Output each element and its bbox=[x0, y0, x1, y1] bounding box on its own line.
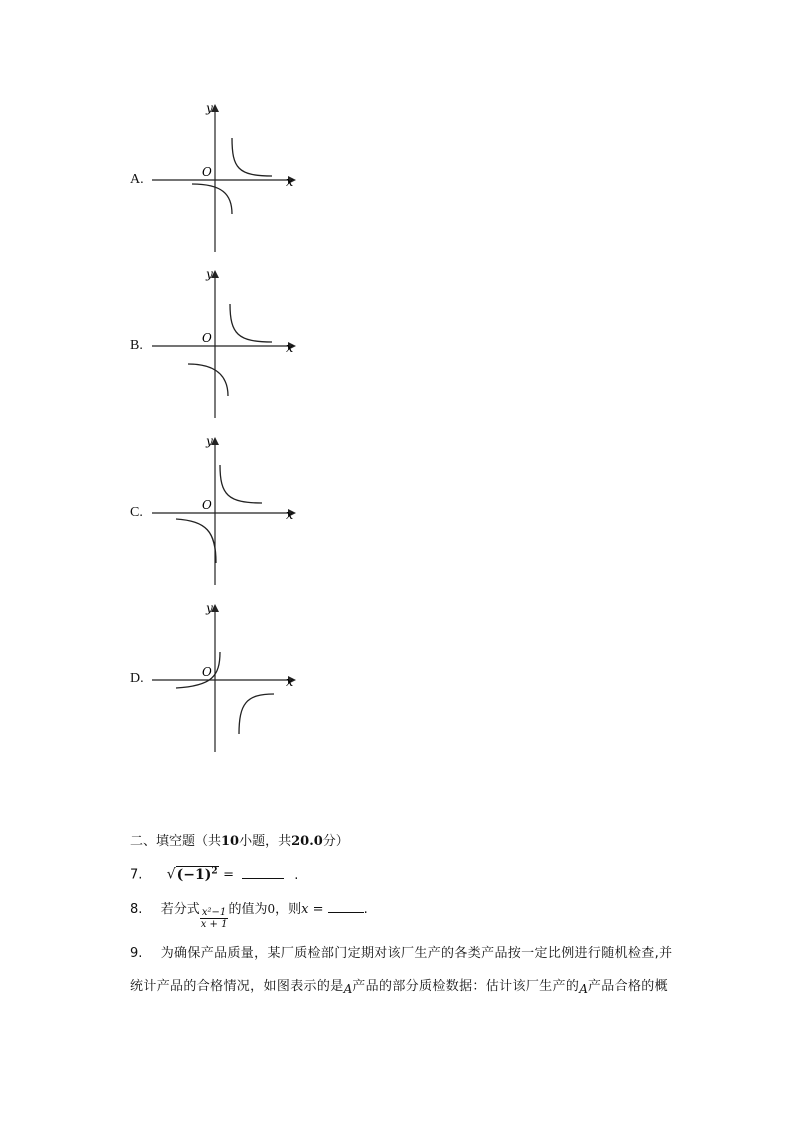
q8-text1: 若分式 bbox=[160, 902, 200, 917]
x-label: x bbox=[286, 508, 294, 523]
q9-line2c: 产品合格的概 bbox=[587, 979, 669, 994]
y-label: y bbox=[206, 267, 213, 281]
question-9-line-2 bbox=[130, 975, 668, 994]
question-8 bbox=[130, 898, 368, 930]
branch-upper-right bbox=[220, 465, 262, 503]
y-label: y bbox=[206, 434, 213, 448]
origin-label: O bbox=[202, 665, 212, 679]
origin-label: O bbox=[202, 165, 212, 179]
x-label: x bbox=[286, 341, 294, 356]
q8-number: 8. bbox=[130, 902, 143, 917]
branch-lower-right bbox=[239, 694, 274, 734]
option-a-graph bbox=[140, 96, 310, 256]
option-c-svg bbox=[140, 429, 310, 589]
option-d-svg bbox=[140, 596, 310, 756]
branch-upper-left bbox=[176, 652, 220, 688]
q7-exponent: 2 bbox=[211, 866, 218, 876]
q7-equals: = bbox=[223, 867, 234, 883]
option-b-label: B. bbox=[130, 338, 143, 353]
q9-line2a: 统计产品的合格情况，如图表示的是 bbox=[130, 979, 344, 994]
q8-var: x bbox=[301, 902, 309, 917]
q9-line2b: 产品的部分质检数据：估计该厂生产的 bbox=[352, 979, 580, 994]
branch-upper-right bbox=[230, 304, 272, 342]
option-a-svg bbox=[140, 96, 310, 256]
section-suffix: 分） bbox=[322, 834, 349, 849]
q9-product-a-1: A bbox=[343, 982, 353, 996]
section-prefix: 二、填空题（共 bbox=[130, 834, 222, 849]
q7-end: . bbox=[294, 867, 299, 883]
q8-denominator: x + 1 bbox=[200, 919, 228, 930]
section-title bbox=[130, 830, 349, 849]
option-b-svg bbox=[140, 262, 310, 422]
q7-radicand bbox=[176, 866, 219, 883]
q7-number: 7. bbox=[130, 867, 143, 883]
q9-line1: 为确保产品质量，某厂质检部门定期对该厂生产的各类产品按一定比例进行随机检查,并 bbox=[160, 946, 673, 961]
q8-numerator: x²−1 bbox=[200, 907, 229, 919]
option-a-label: A. bbox=[130, 172, 144, 187]
option-d-graph bbox=[140, 596, 310, 756]
origin-label: O bbox=[202, 498, 212, 512]
section-count: 10 bbox=[221, 834, 240, 849]
x-label: x bbox=[286, 175, 294, 190]
q8-text3: ，则 bbox=[275, 902, 302, 917]
x-label: x bbox=[286, 675, 294, 690]
question-7 bbox=[130, 866, 298, 883]
q8-equals: = bbox=[312, 902, 324, 917]
option-c-label: C. bbox=[130, 505, 143, 520]
y-label: y bbox=[206, 601, 213, 615]
q8-zero: 0 bbox=[267, 902, 276, 916]
radical-icon: √ bbox=[166, 866, 176, 883]
option-b-graph bbox=[140, 262, 310, 422]
branch-lower-left bbox=[176, 519, 216, 563]
branch-lower-left bbox=[192, 184, 232, 214]
q8-text2: 的值为 bbox=[228, 902, 268, 917]
origin-label: O bbox=[202, 331, 212, 345]
q8-end: . bbox=[363, 902, 368, 917]
option-c-graph bbox=[140, 429, 310, 589]
q7-expr: (−1) bbox=[176, 866, 212, 883]
y-label: y bbox=[206, 101, 213, 115]
question-9-line-1 bbox=[130, 942, 672, 961]
branch-lower-left bbox=[188, 364, 228, 396]
q9-product-a-2: A bbox=[579, 982, 588, 996]
section-middle: 小题，共 bbox=[239, 834, 292, 849]
q8-answer-blank[interactable] bbox=[328, 911, 364, 913]
q8-fraction bbox=[200, 907, 229, 930]
branch-upper-right bbox=[232, 138, 272, 176]
q7-answer-blank[interactable] bbox=[242, 877, 284, 879]
option-d-label: D. bbox=[130, 671, 144, 686]
q7-sqrt bbox=[167, 866, 223, 883]
section-score: 20.0 bbox=[291, 834, 323, 849]
q9-number: 9. bbox=[130, 946, 143, 961]
